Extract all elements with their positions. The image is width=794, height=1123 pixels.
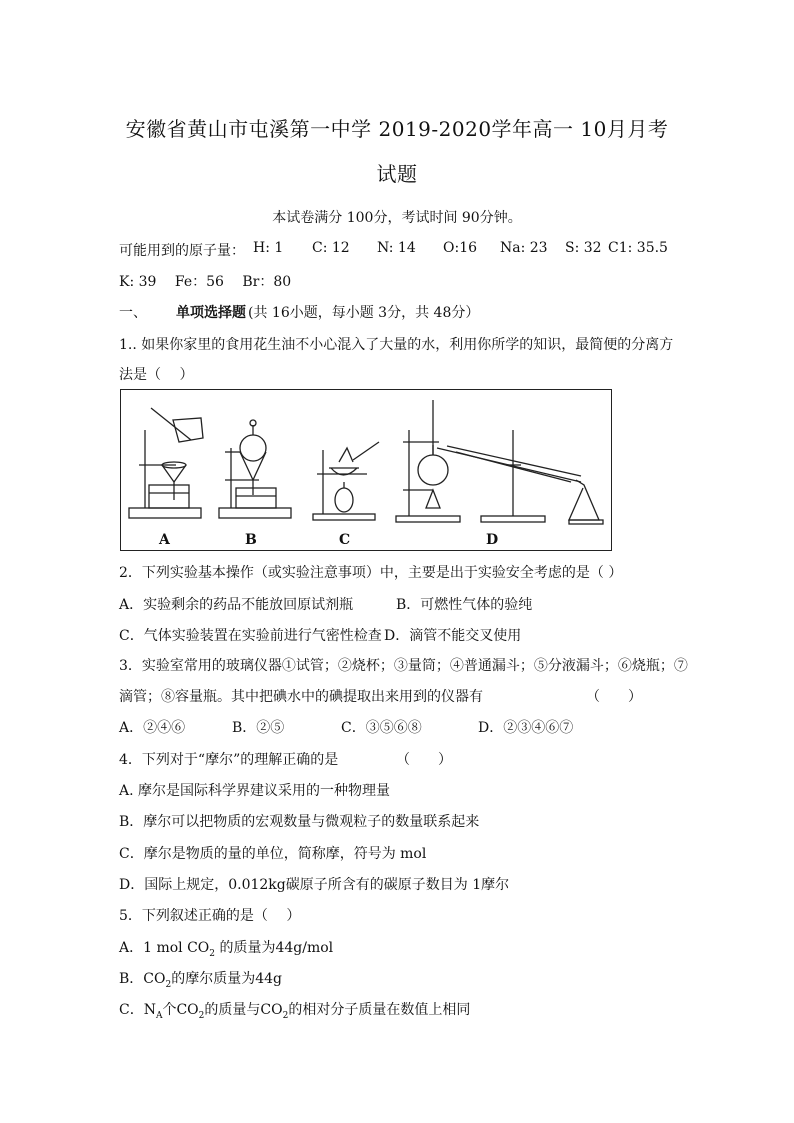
atomic-mass-s: S: 32 xyxy=(565,240,602,256)
q4-option-b: B．摩尔可以把物质的宏观数量与微观粒子的数量联系起来 xyxy=(119,814,480,830)
q4-option-d: D．国际上规定，0.012kg碳原子所含有的碳原子数目为 1摩尔 xyxy=(119,877,510,893)
figure-label-d: D xyxy=(486,532,499,548)
atomic-mass-cl: C1: 35.5 xyxy=(608,240,668,256)
q2-option-b: B．可燃性气体的验纯 xyxy=(396,597,533,613)
q3-option-c: C．③⑤⑥⑧ xyxy=(341,720,422,736)
page-title-continued: 试题 xyxy=(376,162,418,186)
q5-option-b-text: B．CO xyxy=(119,971,166,987)
apparatus-c-evaporation xyxy=(313,442,379,520)
atomic-mass-c: C: 12 xyxy=(312,240,350,256)
q3-stem-continued: 滴管；⑧容量瓶。其中把碘水中的碘提取出来用到的仪器有 xyxy=(119,689,483,705)
q2-option-d: D．滴管不能交叉使用 xyxy=(384,628,522,644)
q5-option-b-text-end: 的摩尔质量为44g xyxy=(171,971,282,987)
exam-info: 本试卷满分 100分，考试时间 90分钟。 xyxy=(272,210,522,226)
q5-option-b xyxy=(119,968,282,990)
atomic-mass-o: O:16 xyxy=(443,240,478,256)
q5-option-a-text-end: 的质量为44g/mol xyxy=(215,940,334,956)
atomic-mass-na: Na: 23 xyxy=(500,240,548,256)
figure-label-b: B xyxy=(245,532,257,548)
q2-stem: 2．下列实验基本操作（或实验注意事项）中，主要是出于实验安全考虑的是（ ） xyxy=(119,565,623,581)
page-title: 安徽省黄山市屯溪第一中学 2019-2020学年高一 10月月考 xyxy=(125,117,669,141)
q3-stem: 3．实验室常用的玻璃仪器①试管；②烧杯；③量筒；④普通漏斗；⑤分液漏斗；⑥烧瓶；⑦ xyxy=(119,658,688,674)
q5-option-c-text-end: 的相对分子质量在数值上相同 xyxy=(288,1002,471,1018)
apparatus-figure xyxy=(120,389,612,551)
atomic-mass-n: N: 14 xyxy=(377,240,416,256)
atomic-mass-line2: K: 39 Fe：56 Br：80 xyxy=(119,274,292,290)
q3-option-d: D．②③④⑥⑦ xyxy=(478,720,574,736)
q1-stem-continued: 法是（ ） xyxy=(119,367,194,383)
subscript: 2 xyxy=(209,948,216,959)
q5-option-c-text-mid2: 的质量与CO xyxy=(204,1002,283,1018)
q4-option-a: A. 摩尔是国际科学界建议采用的一种物理量 xyxy=(119,783,391,799)
apparatus-b-separatory-funnel xyxy=(219,420,291,518)
subscript: 2 xyxy=(165,979,172,990)
q3-answer-bracket: （ ） xyxy=(586,689,642,705)
figure-label-a: A xyxy=(159,532,170,548)
section-number: 一、 xyxy=(119,305,147,321)
subscript: A xyxy=(155,1010,163,1021)
q5-stem: 5．下列叙述正确的是（ ） xyxy=(119,908,301,924)
q5-option-a-text: A．1 mol CO xyxy=(119,940,210,956)
subscript: 2 xyxy=(198,1010,205,1021)
section-title: 单项选择题 xyxy=(176,305,246,321)
q5-option-a xyxy=(119,937,333,959)
atomic-mass-h: H: 1 xyxy=(253,240,284,256)
q4-option-c: C．摩尔是物质的量的单位，简称摩，符号为 mol xyxy=(119,846,427,862)
q4-answer-bracket: （ ） xyxy=(396,752,452,768)
q3-option-a: A．②④⑥ xyxy=(119,720,186,736)
figure-label-c: C xyxy=(339,532,351,548)
apparatus-drawing xyxy=(121,390,613,552)
apparatus-a-filtration xyxy=(129,408,203,518)
q2-option-c: C．气体实验装置在实验前进行气密性检查 xyxy=(119,628,382,644)
q2-option-a: A．实验剩余的药品不能放回原试剂瓶 xyxy=(119,597,354,613)
apparatus-d-distillation xyxy=(396,400,603,524)
q5-option-c-text-mid: 个CO xyxy=(162,1002,199,1018)
subscript: 2 xyxy=(282,1010,289,1021)
q1-stem: 1.. 如果你家里的食用花生油不小心混入了大量的水，利用你所学的知识，最简便的分离方 xyxy=(119,337,674,353)
q5-option-c-text: C．N xyxy=(119,1002,156,1018)
q4-stem: 4．下列对于“摩尔”的理解正确的是 xyxy=(119,752,339,768)
atomic-mass-label: 可能用到的原子量： xyxy=(119,243,245,259)
section-note: (共 16小题，每小题 3分，共 48分） xyxy=(248,305,480,321)
q5-option-c xyxy=(119,999,470,1021)
q3-option-b: B．②⑤ xyxy=(232,720,285,736)
